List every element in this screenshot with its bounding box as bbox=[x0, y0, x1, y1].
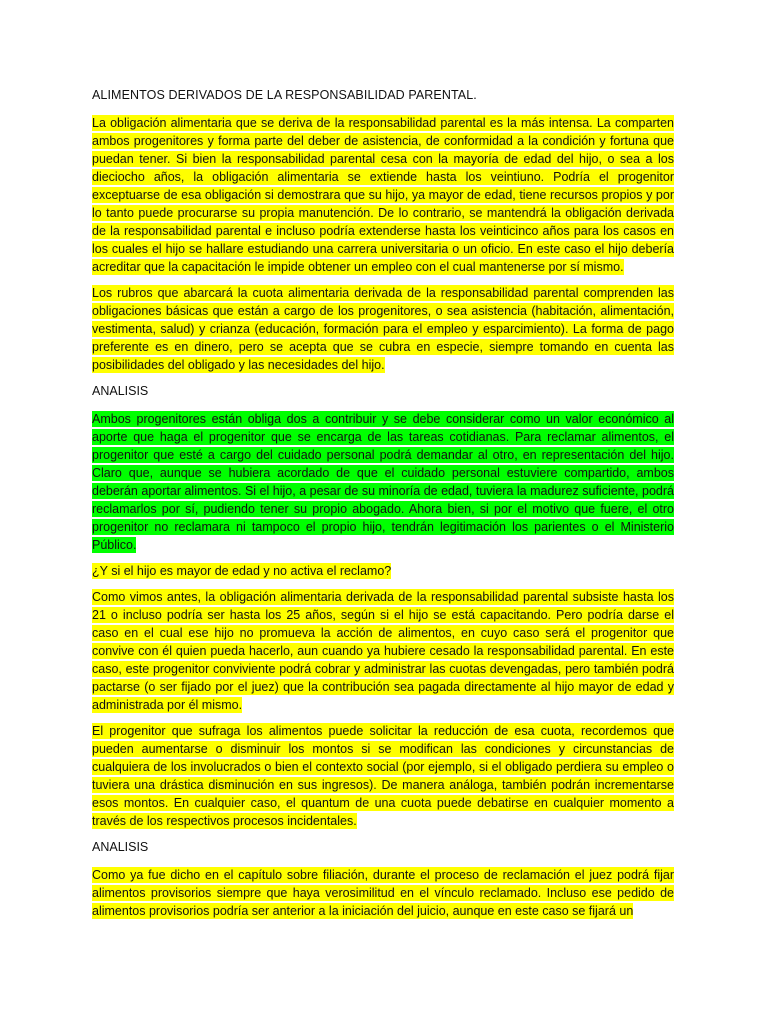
paragraph-filiacion bbox=[92, 866, 674, 920]
section-label-analisis: ANALISIS bbox=[92, 384, 149, 398]
paragraph-rubros bbox=[92, 284, 674, 374]
paragraph-text: Como ya fue dicho en el capítulo sobre filiación, durante el proceso de reclamación el juez podrá fijar alimentos provisorios siempre que haya verosimilitud en el vínculo reclamado. Incluso ese pedido de alimentos provisorios podría ser anterior a la iniciación del juicio, aunque en este caso se fijará un bbox=[92, 868, 674, 918]
paragraph-text: La obligación alimentaria que se deriva de la responsabilidad parental es la más intensa. La comparten ambos progenitores y forma parte del deber de asistencia, de conformidad a la condición y fortuna que puedan tener. Si bien la responsabilidad parental cesa con la mayoría de edad del hijo, o sea a los dieciocho años, la obligación alimentaria se extiende hasta los veintiuno. Podría el progenitor exceptuarse de esa obligación si demostrara que su hijo, ya mayor de edad, tiene recursos propios y por lo tanto puede procurarse su propia manutención. De lo contrario, se mantendrá la obligación derivada de la responsabilidad parental e incluso podría extenderse hasta los veinticinco años para los casos en los cuales el hijo se hallare estudiando una carrera universitaria o un oficio. En este caso el hijo debería acreditar que la capacitación le impide obtener un empleo con el cual mantenerse por sí mismo. bbox=[92, 116, 674, 274]
paragraph-obligacion-alimentaria bbox=[92, 114, 674, 276]
document-page bbox=[92, 86, 674, 928]
paragraph-text: Como vimos antes, la obligación alimentaria derivada de la responsabilidad parental subsiste hasta los 21 o incluso podría ser hasta los 25 años, según si el hijo se está capacitando. Pero podría darse el caso en el cual ese hijo no promueva la acción de alimentos, en cuyo caso será el progenitor que convive con él quien pueda hacerlo, aun cuando ya hubiere cesado la responsabilidad parental. En este caso, este progenitor conviviente podrá cobrar y administrar las cuotas devengadas, pero también podrá pactarse (o ser fijado por el juez) que la contribución sea pagada directamente al hijo mayor de edad y administrada por él mismo. bbox=[92, 590, 674, 712]
paragraph-reduccion-cuota bbox=[92, 722, 674, 830]
document-title: ALIMENTOS DERIVADOS DE LA RESPONSABILIDAD PARENTAL. bbox=[92, 88, 477, 102]
paragraph-ambos-progenitores bbox=[92, 410, 674, 554]
question-text: ¿Y si el hijo es mayor de edad y no activa el reclamo? bbox=[92, 564, 392, 578]
paragraph-text: Los rubros que abarcará la cuota alimentaria derivada de la responsabilidad parental comprenden las obligaciones básicas que están a cargo de los progenitores, o sea asistencia (habitación, alimentación, vestimenta, salud) y crianza (educación, formación para el empleo y esparcimiento). La forma de pago preferente es en dinero, pero se acepta que se cubra en especie, siempre tomando en cuenta las posibilidades del obligado y las necesidades del hijo. bbox=[92, 286, 674, 372]
paragraph-text: Ambos progenitores están obliga dos a contribuir y se debe considerar como un valor económico al aporte que haga el progenitor que se encarga de las tareas cotidianas. Para reclamar alimentos, el progenitor que esté a cargo del cuidado personal podrá demandar al otro, en representación del hijo. Claro que, aunque se hubiera acordado de que el cuidado personal estuviere compartido, ambos deberán aportar alimentos. Si el hijo, a pesar de su minoría de edad, tuviera la madurez suficiente, podrá reclamarlos por sí, pudiendo tener su propio abogado. Ahora bien, si por el motivo que fuere, el otro progenitor no reclamara ni tampoco el propio hijo, tendrán legitimación los parientes o el Ministerio Público. bbox=[92, 412, 674, 552]
section-label-analisis-2: ANALISIS bbox=[92, 840, 149, 854]
paragraph-text: El progenitor que sufraga los alimentos puede solicitar la reducción de esa cuota, recordemos que pueden aumentarse o disminuir los montos si se modifican las condiciones y circunstancias de cualquiera de los involucrados o bien el contexto social (por ejemplo, si el obligado perdiera su empleo o tuviera una drástica disminución en sus ingresos). De manera análoga, también podrán incrementarse esos montos. En cualquier caso, el quantum de una cuota puede debatirse en cualquier momento a través de los respectivos procesos incidentales. bbox=[92, 724, 674, 828]
paragraph-como-vimos bbox=[92, 588, 674, 714]
question-heading bbox=[92, 562, 674, 580]
